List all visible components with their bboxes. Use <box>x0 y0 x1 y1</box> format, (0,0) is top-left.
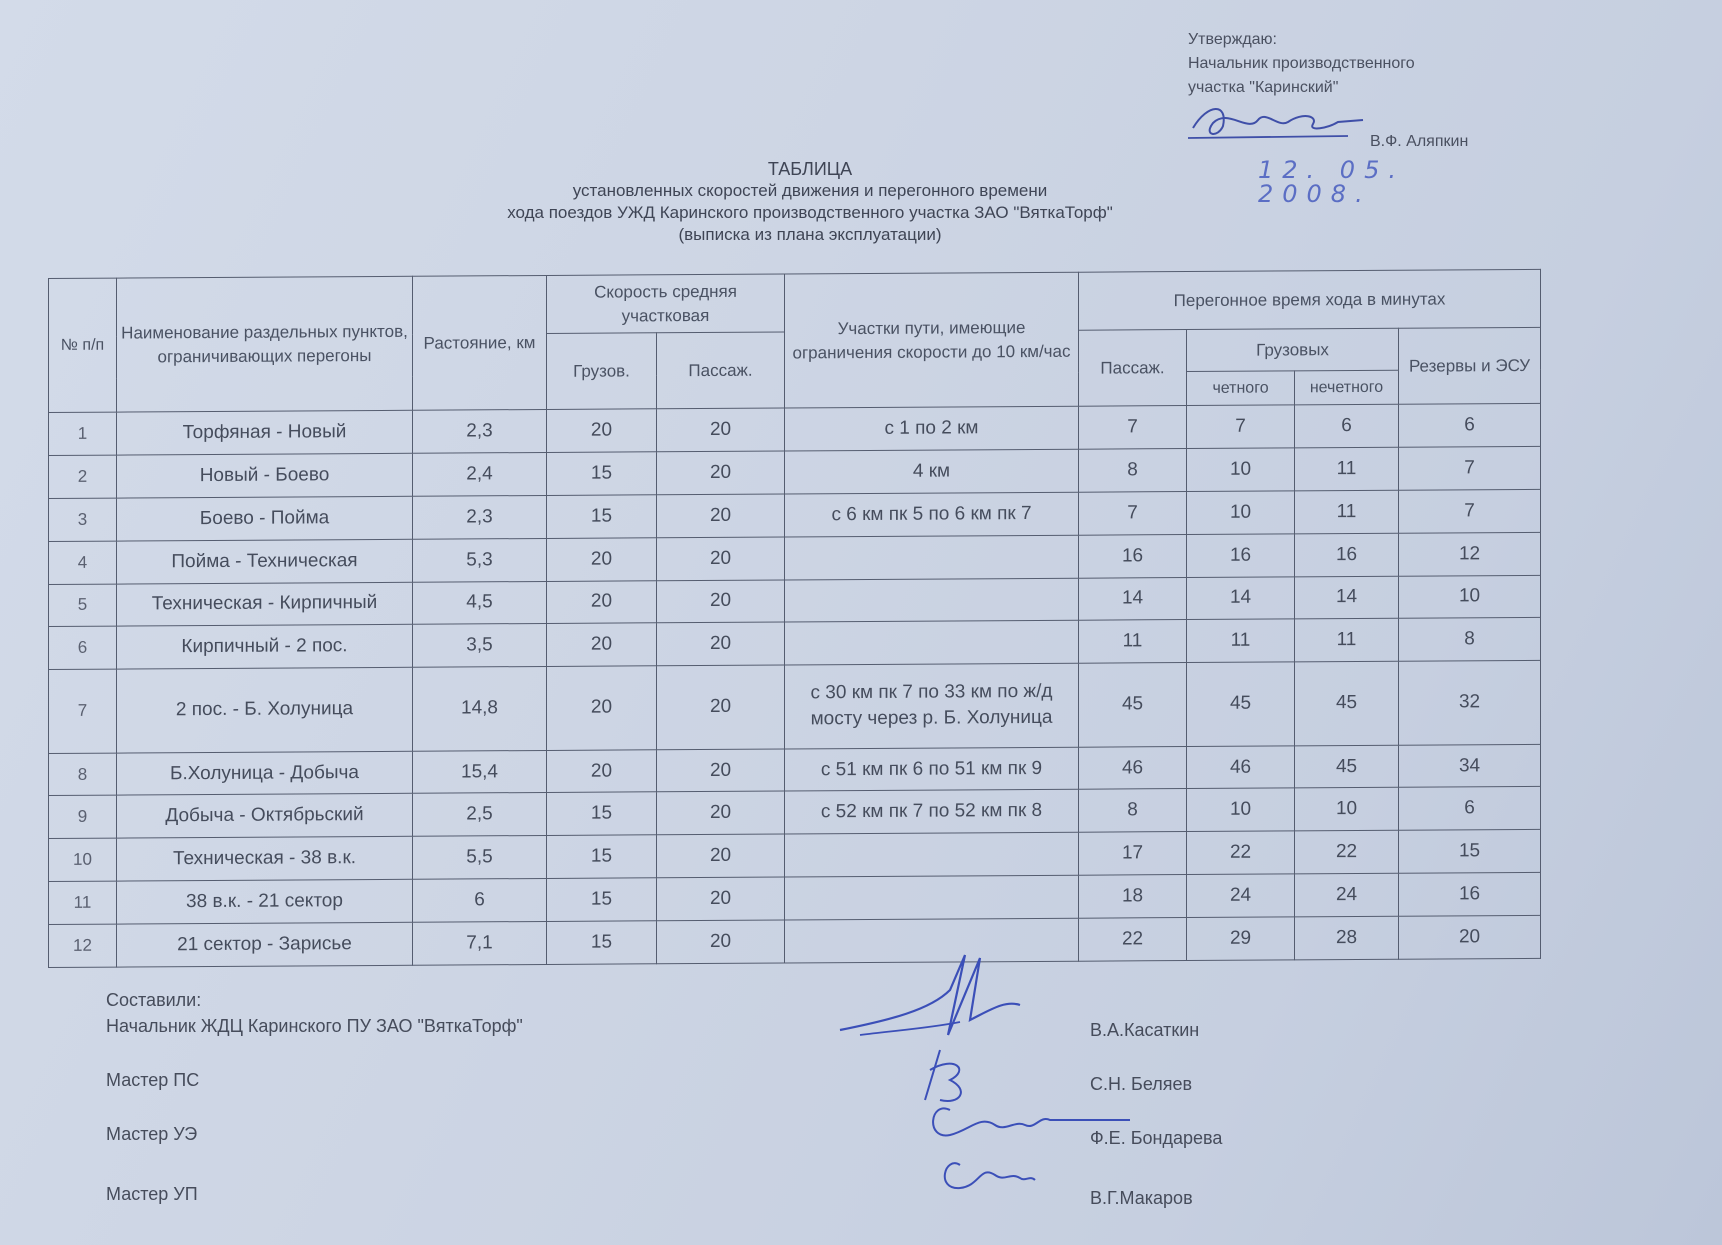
time-reserve: 20 <box>1399 915 1541 959</box>
time-freight-odd: 45 <box>1295 662 1399 746</box>
time-reserve: 7 <box>1399 446 1541 490</box>
time-freight-odd: 11 <box>1295 619 1399 663</box>
time-reserve: 16 <box>1399 873 1541 917</box>
speed-pass: 20 <box>657 494 785 538</box>
time-pass: 7 <box>1079 491 1187 535</box>
speed-restriction: с 1 по 2 км <box>785 406 1079 451</box>
title-line-1: установленных скоростей движения и перегонного времени <box>572 181 1048 200</box>
signer-name-3: Ф.Е. Бондарева <box>1090 1128 1223 1148</box>
time-reserve: 34 <box>1399 744 1541 788</box>
header-time-freight: Грузовых <box>1187 328 1399 371</box>
time-freight-even: 7 <box>1187 405 1295 449</box>
time-freight-odd: 45 <box>1295 745 1399 789</box>
row-number: 4 <box>49 541 117 584</box>
distance-km: 3,5 <box>413 624 547 668</box>
route-name: Техническая - Кирпичный <box>117 582 413 627</box>
time-freight-even: 46 <box>1187 745 1295 789</box>
speed-restriction <box>785 875 1079 920</box>
speed-restriction: с 30 км пк 7 по 33 км по ж/д мосту через р. Б. Холуница <box>785 663 1079 748</box>
speed-restriction: с 6 км пк 5 по 6 км пк 7 <box>785 492 1079 537</box>
header-speed-pass: Пассаж. <box>657 332 785 409</box>
speed-pass: 20 <box>657 834 785 878</box>
approval-signature <box>1188 98 1388 148</box>
distance-km: 4,5 <box>413 581 547 625</box>
speed-pass: 20 <box>657 920 785 964</box>
row-number: 10 <box>49 838 117 881</box>
header-no: № п/п <box>49 278 117 412</box>
speed-freight: 15 <box>547 835 657 879</box>
approval-name: В.Ф. Аляпкин <box>1370 133 1469 150</box>
speed-freight: 15 <box>547 878 657 922</box>
speed-freight: 15 <box>547 792 657 836</box>
title-heading: ТАБЛИЦА <box>767 159 853 179</box>
time-reserve: 15 <box>1399 830 1541 874</box>
document-title <box>400 158 1220 246</box>
approval-position-cont: участка "Каринский" <box>1188 79 1339 96</box>
speed-restriction: с 51 км пк 6 по 51 км пк 9 <box>785 747 1079 792</box>
speed-pass: 20 <box>657 749 785 793</box>
time-reserve: 7 <box>1399 489 1541 533</box>
time-freight-odd: 11 <box>1295 490 1399 534</box>
row-number: 1 <box>49 412 117 455</box>
approval-block <box>1188 28 1528 208</box>
signer-role-3: Мастер УЭ <box>106 1124 198 1144</box>
route-name: Боево - Пойма <box>117 496 413 541</box>
speed-freight: 20 <box>547 580 657 624</box>
speed-table <box>48 269 1541 968</box>
distance-km: 6 <box>413 879 547 923</box>
time-freight-even: 22 <box>1187 831 1295 875</box>
time-freight-odd: 10 <box>1295 788 1399 832</box>
speed-pass: 20 <box>657 451 785 495</box>
speed-freight: 20 <box>547 749 657 793</box>
route-name: Пойма - Техническая <box>117 539 413 584</box>
title-line-2: хода поездов УЖД Каринского производственного участка ЗАО "ВяткаТорф" <box>507 203 1113 222</box>
time-pass: 11 <box>1079 620 1187 664</box>
route-name: Добыча - Октябрьский <box>117 794 413 839</box>
time-reserve: 8 <box>1399 618 1541 662</box>
distance-km: 7,1 <box>413 922 547 966</box>
table-body <box>49 403 1541 967</box>
signer-name-2: С.Н. Беляев <box>1090 1074 1193 1094</box>
header-time: Перегонное время хода в минутах <box>1079 269 1541 330</box>
time-reserve: 6 <box>1399 403 1541 447</box>
header-time-reserve: Резервы и ЭСУ <box>1399 327 1541 404</box>
signer-name-1: В.А.Касаткин <box>1090 1020 1200 1040</box>
signer-role-1: Начальник ЖДЦ Каринского ПУ ЗАО "ВяткаТорф" <box>106 1016 523 1036</box>
speed-pass: 20 <box>657 877 785 921</box>
time-pass: 14 <box>1079 577 1187 621</box>
speed-pass: 20 <box>657 580 785 624</box>
row-number: 6 <box>49 626 117 669</box>
time-pass: 7 <box>1079 406 1187 450</box>
distance-km: 2,3 <box>413 495 547 539</box>
route-name: Новый - Боево <box>117 453 413 498</box>
speed-restriction: с 52 км пк 7 по 52 км пк 8 <box>785 790 1079 835</box>
speed-pass: 20 <box>657 665 785 749</box>
time-freight-odd: 22 <box>1295 831 1399 875</box>
time-freight-even: 14 <box>1187 576 1295 620</box>
speed-restriction <box>785 535 1079 580</box>
time-freight-odd: 24 <box>1295 873 1399 917</box>
compiled-label: Составили: <box>106 990 202 1010</box>
time-freight-even: 10 <box>1187 491 1295 535</box>
approval-date: 12. 05. 2008. <box>1258 156 1405 208</box>
time-freight-odd: 14 <box>1295 576 1399 620</box>
time-pass: 8 <box>1079 448 1187 492</box>
time-pass: 22 <box>1079 918 1187 962</box>
time-freight-odd: 28 <box>1295 916 1399 960</box>
row-number: 11 <box>49 881 117 924</box>
table-row <box>49 661 1541 753</box>
time-freight-odd: 16 <box>1295 533 1399 577</box>
route-name: 38 в.к. - 21 сектор <box>117 880 413 925</box>
time-pass: 18 <box>1079 875 1187 919</box>
time-freight-even: 11 <box>1187 619 1295 663</box>
signer-role-4: Мастер УП <box>106 1184 198 1204</box>
route-name: Кирпичный - 2 пос. <box>117 625 413 670</box>
time-freight-even: 10 <box>1187 788 1295 832</box>
speed-freight: 20 <box>547 666 657 750</box>
header-time-odd: нечетного <box>1295 370 1399 405</box>
row-number: 8 <box>49 753 117 796</box>
distance-km: 14,8 <box>413 667 547 751</box>
speed-freight: 20 <box>547 537 657 581</box>
header-speed: Скорость средняя участковая <box>547 274 785 333</box>
route-name: Б.Холуница - Добыча <box>117 751 413 796</box>
speed-restriction <box>785 578 1079 623</box>
signer-name-4: В.Г.Макаров <box>1090 1188 1193 1208</box>
time-freight-odd: 11 <box>1295 447 1399 491</box>
time-reserve: 10 <box>1399 575 1541 619</box>
time-freight-even: 24 <box>1187 874 1295 918</box>
time-pass: 16 <box>1079 534 1187 578</box>
distance-km: 5,3 <box>413 538 547 582</box>
time-reserve: 32 <box>1399 661 1541 745</box>
distance-km: 15,4 <box>413 750 547 794</box>
speed-pass: 20 <box>657 408 785 452</box>
speed-freight: 20 <box>547 623 657 667</box>
time-freight-even: 45 <box>1187 662 1295 746</box>
time-pass: 46 <box>1079 746 1187 790</box>
speed-restriction <box>785 621 1079 666</box>
speed-restriction <box>785 833 1079 878</box>
distance-km: 5,5 <box>413 836 547 880</box>
time-pass: 17 <box>1079 832 1187 876</box>
row-number: 12 <box>49 924 117 967</box>
approval-label: Утверждаю: <box>1188 31 1277 48</box>
speed-restriction: 4 км <box>785 449 1079 494</box>
header-time-pass: Пассаж. <box>1079 330 1187 407</box>
speed-freight: 15 <box>547 452 657 496</box>
row-number: 3 <box>49 498 117 541</box>
title-line-3: (выписка из плана эксплуатации) <box>678 225 942 244</box>
route-name: Торфяная - Новый <box>117 410 413 455</box>
row-number: 7 <box>49 669 117 753</box>
header-name: Наименование раздельных пунктов, ограничивающих перегоны <box>117 276 413 412</box>
time-freight-even: 16 <box>1187 534 1295 578</box>
header-speed-freight: Грузов. <box>547 333 657 410</box>
route-name: 21 сектор - Зарисье <box>117 922 413 967</box>
distance-km: 2,3 <box>413 409 547 453</box>
speed-pass: 20 <box>657 537 785 581</box>
time-freight-even: 29 <box>1187 917 1295 961</box>
header-distance: Растояние, км <box>413 275 547 410</box>
speed-pass: 20 <box>657 791 785 835</box>
time-freight-even: 10 <box>1187 448 1295 492</box>
route-name: 2 пос. - Б. Холуница <box>117 668 413 753</box>
header-restrictions: Участки пути, имеющие ограничения скорости до 10 км/час <box>785 272 1079 408</box>
distance-km: 2,5 <box>413 793 547 837</box>
speed-pass: 20 <box>657 622 785 666</box>
time-pass: 8 <box>1079 789 1187 833</box>
time-freight-odd: 6 <box>1295 404 1399 448</box>
route-name: Техническая - 38 в.к. <box>117 837 413 882</box>
time-pass: 45 <box>1079 663 1187 747</box>
speed-freight: 15 <box>547 921 657 965</box>
time-reserve: 6 <box>1399 787 1541 831</box>
speed-freight: 15 <box>547 495 657 539</box>
distance-km: 2,4 <box>413 452 547 496</box>
table-row <box>49 915 1541 967</box>
approval-position: Начальник производственного <box>1188 55 1415 72</box>
signer-role-2: Мастер ПС <box>106 1070 200 1090</box>
speed-freight: 20 <box>547 409 657 453</box>
header-time-even: четного <box>1187 371 1295 406</box>
row-number: 9 <box>49 796 117 839</box>
time-reserve: 12 <box>1399 532 1541 576</box>
row-number: 5 <box>49 584 117 627</box>
row-number: 2 <box>49 455 117 498</box>
